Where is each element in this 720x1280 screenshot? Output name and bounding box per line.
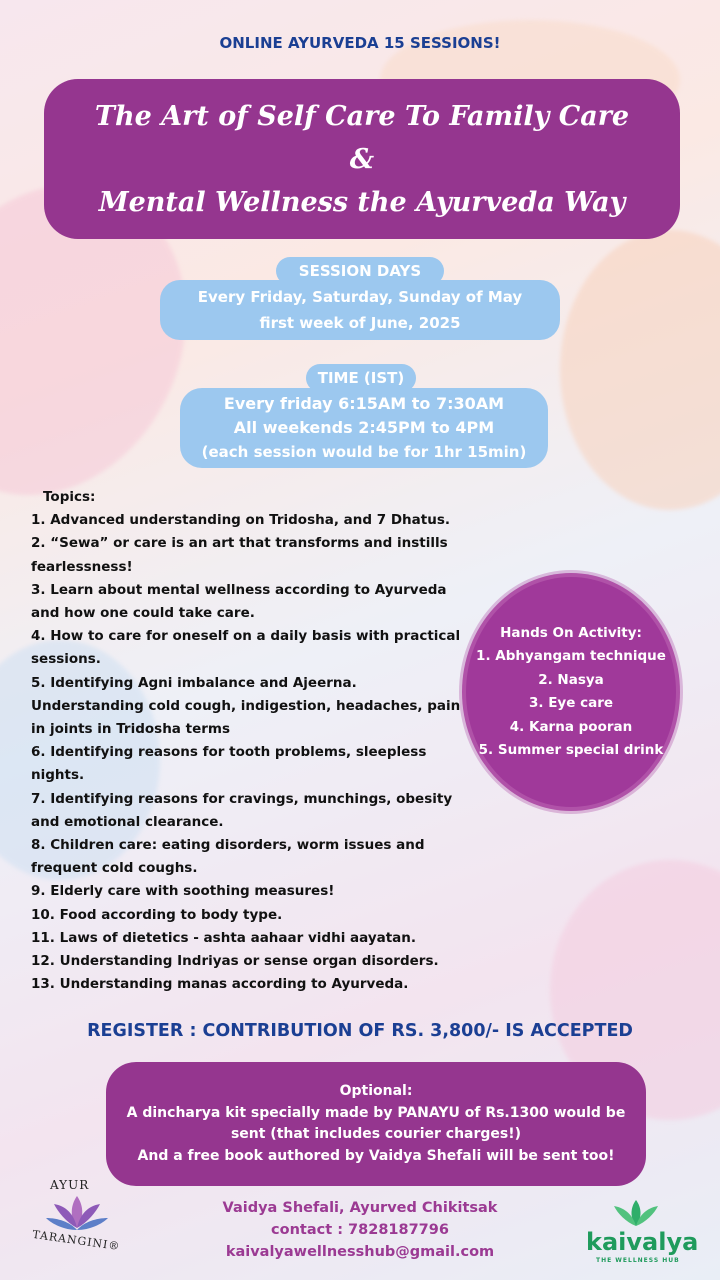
logo-text: AYUR (50, 1178, 90, 1192)
topic-item: 8. Children care: eating disorders, worm issues and frequent cold coughs. (31, 837, 425, 877)
activity-item: 4. Karna pooran (509, 718, 633, 735)
topic-item: 9. Elderly care with soothing measures! (31, 883, 335, 900)
optional-line: A dincharya kit specially made by PANAYU of Rs.1300 would be sent (that includes courier charges!) (126, 1104, 626, 1142)
topic-item: 5. Identifying Agni imbalance and Ajeerna. Understanding cold cough, indigestion, headaches, pain in joints in Tridosha terms (31, 674, 461, 738)
time-box (180, 388, 548, 468)
topic-item: 11. Laws of dietetics - ashta aahaar vidhi aayatan. (31, 929, 417, 946)
register-text: REGISTER : CONTRIBUTION OF RS. 3,800/- IS ACCEPTED (87, 1021, 633, 1041)
session-days-box (160, 280, 560, 340)
topic-item: 7. Identifying reasons for cravings, munchings, obesity and emotional clearance. (31, 790, 453, 830)
topic-item: 1. Advanced understanding on Tridosha, and 7 Dhatus. (31, 512, 451, 529)
activity-item: 1. Abhyangam technique (476, 648, 666, 664)
topic-item: 13. Understanding manas according to Ayurveda. (31, 976, 409, 993)
optional-heading: Optional: (339, 1083, 413, 1099)
activity-item: 5. Summer special drink (478, 742, 664, 758)
topic-item: 12. Understanding Indriyas or sense organ disorders. (31, 953, 439, 970)
session-days-heading: SESSION DAYS (276, 257, 444, 285)
brand-tagline: THE WELLNESS HUB (596, 1257, 680, 1264)
activity-item: 3. Eye care (528, 695, 614, 711)
session-days-line: first week of June, 2025 (259, 314, 461, 332)
topics-list (31, 486, 471, 996)
contact-email[interactable]: kaivalyawellnesshub@gmail.com (225, 1244, 495, 1260)
hands-on-activity-circle (466, 577, 676, 807)
optional-box (106, 1062, 646, 1186)
logo-text: TARANGINI® (31, 1227, 122, 1254)
title-banner (44, 79, 680, 239)
topic-item: 10. Food according to body type. (31, 906, 283, 923)
contact-name: Vaidya Shefali, Ayurved Chikitsak (222, 1200, 498, 1216)
session-days-line: Every Friday, Saturday, Sunday of May (197, 288, 523, 306)
banner-line: Mental Wellness the Ayurveda Way (98, 186, 626, 218)
top-title: ONLINE AYURVEDA 15 SESSIONS! (219, 34, 501, 52)
activity-item: 2. Nasya (538, 671, 604, 688)
banner-line: & (349, 143, 375, 175)
brand-name: kaivalya (586, 1228, 699, 1256)
background-blob (560, 230, 720, 510)
topic-item: 3. Learn about mental wellness according to Ayurveda and how one could take care. (31, 581, 447, 622)
topic-item: 2. “Sewa” or care is an art that transforms and instills fearlessness! (31, 535, 448, 575)
kaivalya-logo (586, 1198, 710, 1268)
time-heading: TIME (IST) (306, 364, 416, 392)
topic-item: 4. How to care for oneself on a daily basis with practical sessions. (31, 628, 461, 668)
time-line: All weekends 2:45PM to 4PM (233, 418, 495, 437)
optional-line: And a free book authored by Vaidya Shefali will be sent too! (137, 1147, 615, 1164)
activity-heading: Hands On Activity: (500, 624, 642, 641)
lotus-icon (42, 1192, 112, 1236)
topic-item: 6. Identifying reasons for tooth problems, sleepless nights. (31, 744, 427, 784)
time-line: (each session would be for 1hr 15min) (201, 443, 527, 461)
contact-phone[interactable]: contact : 7828187796 (271, 1222, 449, 1238)
topics-heading: Topics: (43, 489, 96, 505)
time-line: Every friday 6:15AM to 7:30AM (223, 394, 505, 413)
banner-line: The Art of Self Care To Family Care (94, 100, 630, 132)
ayur-tarangini-logo (32, 1178, 124, 1258)
leaf-lotus-icon (606, 1198, 666, 1230)
